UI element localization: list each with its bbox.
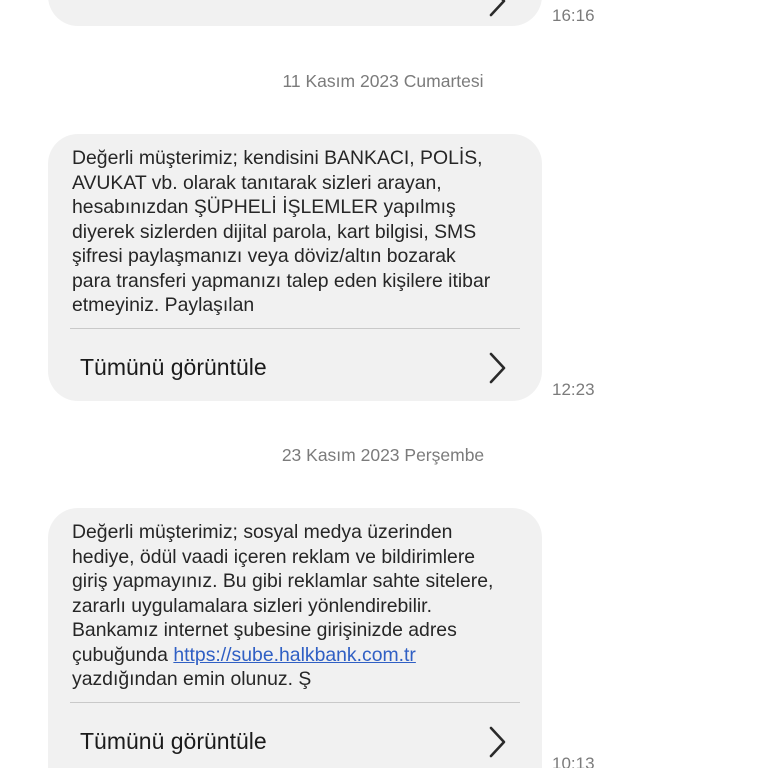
- message-text: Değerli müşterimiz; kendisini BANKACI, POLİS, AVUKAT vb. olarak tanıtarak sizleri arayan, hesabınızdan ŞÜPHELİ İŞLEMLER yapılmış diyerek sizlerden dijital parola, kart bilgisi, SMS şifresi paylaşmanızı veya döviz/altın bozarak para transferi yapmanızı talep eden kişilere itibar etmeyiniz. Paylaşılan: [72, 147, 491, 316]
- message-bubble: [48, 134, 542, 401]
- message-time: 16:16: [552, 6, 595, 25]
- message-text-part: Değerli müşterimiz; sosyal medya üzerinden hediye, ödül vaadi içeren reklam ve bildirimlere giriş yapmayınız. Bu gibi reklamlar sahte sitelere, zararlı uygulamalara sizleri yönlendirebilir. Bankamız internet şubesine girişinizde adres çubuğunda: [72, 521, 494, 666]
- view-all-label: Tümünü görüntüle: [80, 354, 267, 380]
- date-separator: 11 Kasım 2023 Cumartesi: [282, 71, 484, 91]
- view-all-button[interactable]: [48, 703, 542, 768]
- message-link[interactable]: https://sube.halkbank.com.tr: [173, 643, 416, 666]
- message-time: 10:13: [552, 754, 595, 768]
- view-all-button[interactable]: [48, 0, 542, 26]
- view-all-label: Tümünü görüntüle: [80, 728, 267, 754]
- message-bubble: [48, 508, 542, 768]
- view-all-button[interactable]: [48, 329, 542, 407]
- message-text: [48, 508, 542, 692]
- chevron-right-icon: [486, 0, 508, 18]
- chevron-right-icon: [486, 725, 508, 759]
- message-bubble-previous: [48, 0, 542, 26]
- message-time: 12:23: [552, 380, 595, 399]
- message-text-part: yazdığından emin olunuz. Ş: [72, 668, 312, 690]
- date-separator: 23 Kasım 2023 Perşembe: [281, 445, 485, 465]
- chevron-right-icon: [486, 351, 508, 385]
